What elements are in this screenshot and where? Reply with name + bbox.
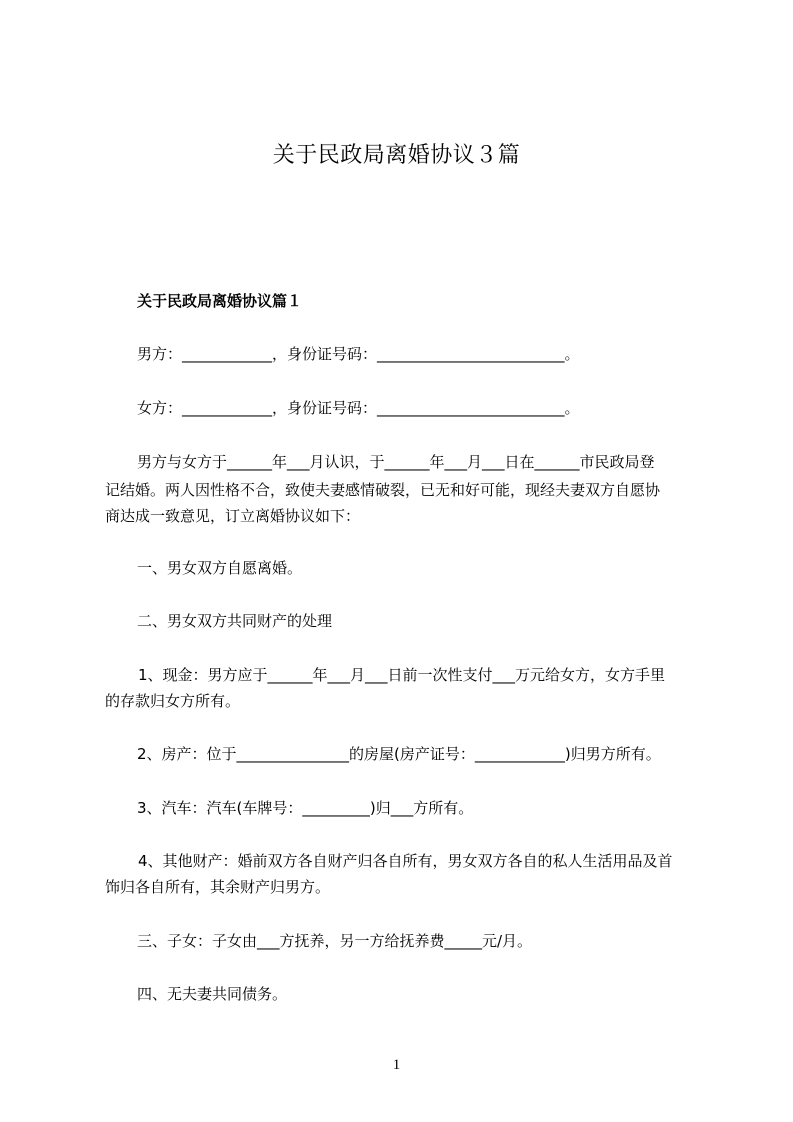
- paragraph-marriage-line-2: 记结婚。两人因性格不合，致使夫妻感情破裂，已无和好可能，现经夫妻双方自愿协: [105, 481, 661, 499]
- clause-1: 一、男女双方自愿离婚。: [137, 559, 303, 577]
- clause-2: 二、男女双方共同财产的处理: [137, 612, 333, 630]
- paragraph-marriage-line-1: 男方与女方于______年___月认识，于______年___月___日在______市民政局登: [137, 453, 655, 471]
- section-title: 关于民政局离婚协议篇１: [137, 292, 303, 310]
- clause-2-item-4-line-1: 4、其他财产：婚前双方各自财产归各自所有，男女双方各自的私人生活用品及首: [138, 852, 673, 870]
- paragraph-marriage-line-3: 商达成一致意见，订立离婚协议如下：: [105, 507, 361, 525]
- clause-4: 四、无夫妻共同债务。: [137, 985, 288, 1003]
- clause-2-item-1-line-2: 的存款归女方所有。: [105, 692, 241, 710]
- clause-2-item-4-line-2: 饰归各自所有，其余财产归男方。: [105, 878, 331, 896]
- page-number: 1: [392, 1057, 401, 1073]
- clause-2-item-2: 2、房产：位于_______________的房屋(房产证号：____________)归男方所有。: [137, 745, 661, 763]
- paragraph-male-party: 男方：____________，身份证号码：_________________________。: [137, 345, 580, 363]
- document-title: 关于民政局离婚协议３篇: [272, 143, 521, 168]
- paragraph-female-party: 女方：____________，身份证号码：_________________________。: [137, 399, 580, 417]
- clause-2-item-3: 3、汽车：汽车(车牌号：_________)归___方所有。: [137, 799, 474, 817]
- clause-3: 三、子女：子女由___方抚养，另一方给抚养费_____元/月。: [137, 932, 533, 950]
- clause-2-item-1-line-1: 1、现金：男方应于______年___月___日前一次性支付___万元给女方，女方手里: [138, 666, 666, 684]
